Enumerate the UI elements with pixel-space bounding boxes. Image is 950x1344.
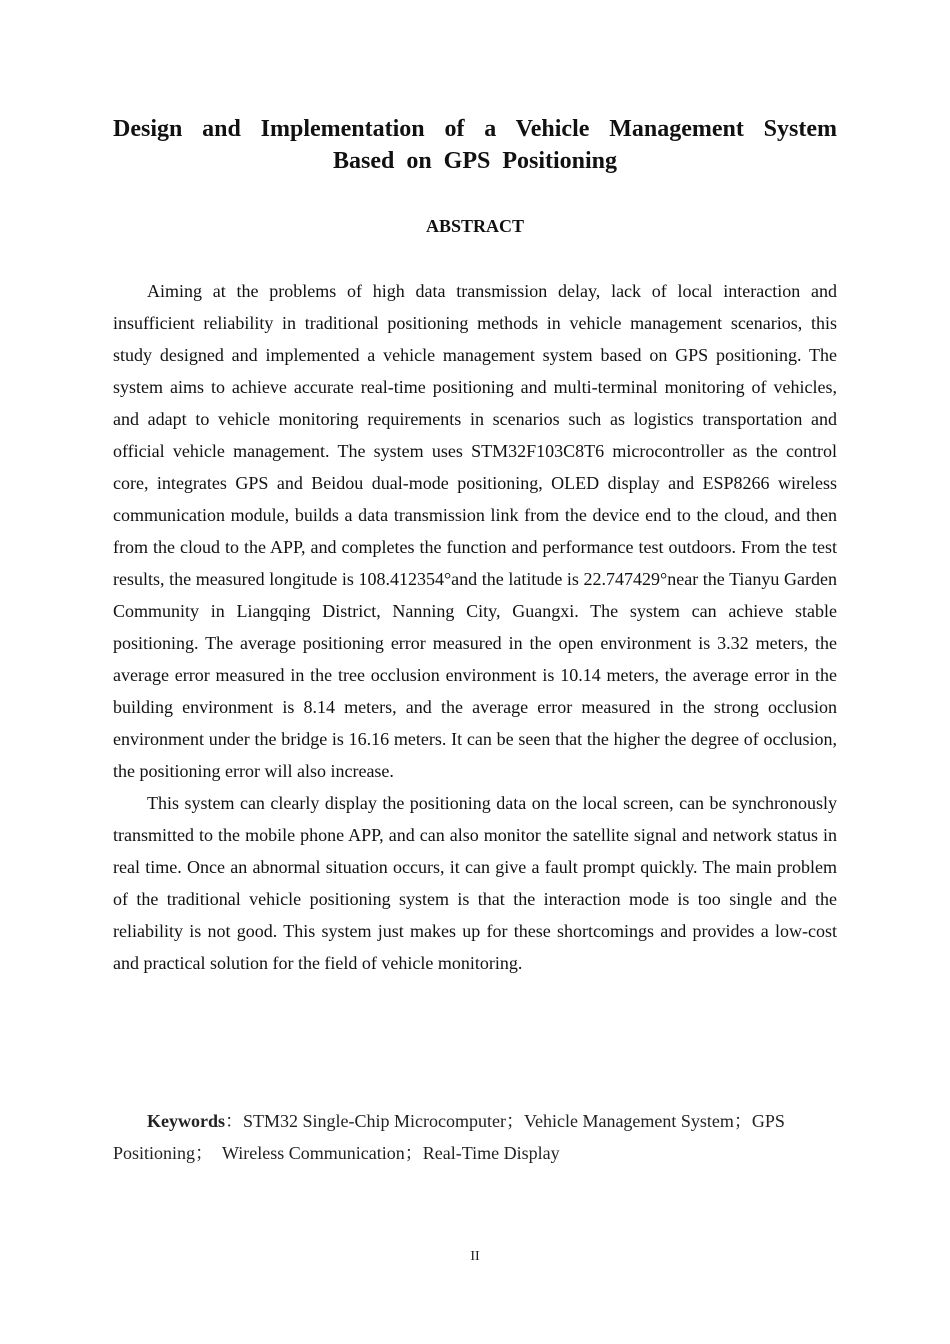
keywords-label: Keywords [147, 1111, 225, 1131]
paper-title-line-2: Based on GPS Positioning [332, 148, 618, 174]
keywords-text: STM32 Single-Chip Microcomputer；Vehicle Management System；GPS Positioning； Wireless Communication；Real-Time Display [113, 1111, 785, 1163]
keywords-separator: ： [225, 1111, 243, 1131]
abstract-paragraph-2: This system can clearly display the positioning data on the local screen, can be synchronously transmitted to the mobile phone APP, and can also monitor the satellite signal and network status in real time. Once an abnormal situation occurs, it can give a fault prompt quickly. The main problem of the traditional vehicle positioning system is that the interaction mode is too single and the reliability is not good. This system just makes up for these shortcomings and provides a low-cost and practical solution for the field of vehicle monitoring. [113, 793, 837, 973]
paper-title-line-1: Design and Implementation of a Vehicle Management System [113, 116, 837, 142]
abstract-heading: ABSTRACT [425, 216, 525, 236]
abstract-paragraph-1: Aiming at the problems of high data transmission delay, lack of local interaction and insufficient reliability in traditional positioning methods in vehicle management scenarios, this study designed and implemented a vehicle management system based on GPS positioning. The system aims to achieve accurate real-time positioning and multi-terminal monitoring of vehicles, and adapt to vehicle monitoring requirements in scenarios such as logistics transportation and official vehicle management. The system uses STM32F103C8T6 microcontroller as the control core, integrates GPS and Beidou dual-mode positioning, OLED display and ESP8266 wireless communication module, builds a data transmission link from the device end to the cloud, and then from the cloud to the APP, and completes the function and performance test outdoors. From the test results, the measured longitude is 108.412354°and the latitude is 22.747429°near the Tianyu Garden Community in Liangqing District, Nanning City, Guangxi. The system can achieve stable positioning. The average positioning error measured in the open environment is 3.32 meters, the average error measured in the tree occlusion environment is 10.14 meters, the average error in the building environment is 8.14 meters, and the average error measured in the strong occlusion environment under the bridge is 16.16 meters. It can be seen that the higher the degree of occlusion, the positioning error will also increase. [113, 281, 837, 781]
page-number: II [470, 1249, 480, 1264]
keywords [113, 1105, 837, 1169]
abstract-body [113, 275, 837, 979]
paper-title [113, 113, 837, 177]
